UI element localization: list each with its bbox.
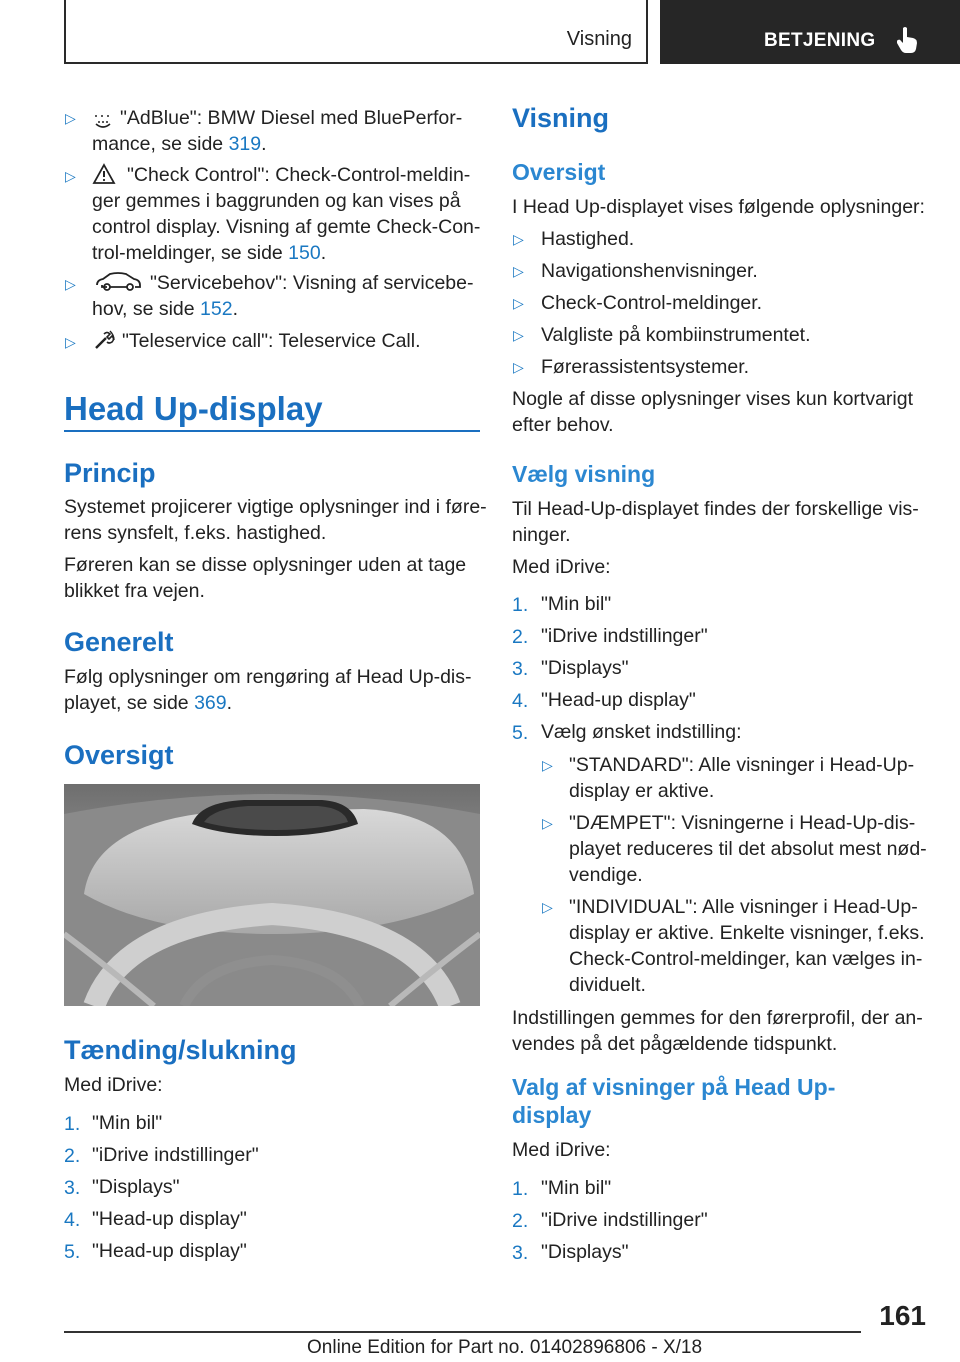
sub-item-text: Check-Control-meldinger, kan vælges in- <box>569 948 923 970</box>
bullet-marker: ▷ <box>65 110 76 126</box>
bullet-marker: ▷ <box>65 276 76 292</box>
paragraph-line: vendes på det pågældende tidspunkt. <box>512 1033 838 1055</box>
subheading-oversigt: Oversigt <box>512 159 606 185</box>
step-number: 5. <box>64 1241 81 1263</box>
section-heading-princip: Princip <box>64 458 156 488</box>
step-text: "Min bil" <box>541 1177 612 1199</box>
bullet-text: "AdBlue": BMW Diesel med BluePerfor- <box>120 107 463 129</box>
pointing-hand-icon <box>897 26 919 54</box>
paragraph-line: rens synsfelt, f.eks. hastighed. <box>64 522 327 544</box>
list-item: Valgliste på kombiinstrumentet. <box>541 324 811 346</box>
step-text: "iDrive indstillinger" <box>541 625 708 647</box>
paragraph-line: I Head Up-displayet vises følgende oplysninger: <box>512 196 925 218</box>
paragraph-line: ninger. <box>512 524 571 546</box>
section-heading-taending: Tænding/slukning <box>64 1035 297 1065</box>
step-number: 1. <box>512 1178 529 1200</box>
header-section-box <box>64 0 648 64</box>
warning-triangle-icon <box>92 163 116 185</box>
bullet-marker: ▷ <box>65 334 76 350</box>
section-heading-generelt: Generelt <box>64 627 174 657</box>
sub-item-text: "INDIVIDUAL": Alle visninger i Head-Up- <box>569 896 918 918</box>
paragraph-line: Indstillingen gemmes for den førerprofil, der an- <box>512 1007 923 1029</box>
step-text: "Displays" <box>92 1176 180 1198</box>
bullet-marker: ▷ <box>513 327 524 343</box>
step-number: 3. <box>512 658 529 680</box>
paragraph-line: Med iDrive: <box>512 556 611 578</box>
sub-item-text: dividuelt. <box>569 974 646 996</box>
step-text: "Min bil" <box>92 1112 163 1134</box>
paragraph-line: Systemet projicerer vigtige oplysninger ind i føre- <box>64 496 487 518</box>
page-title: Head Up-display <box>64 390 323 427</box>
paragraph-line: Til Head-Up-displayet findes der forskellige vis- <box>512 498 919 520</box>
sub-item-text: vendige. <box>569 864 643 886</box>
section-heading-visning: Visning <box>512 103 610 133</box>
step-text: "Displays" <box>541 1241 629 1263</box>
step-number: 4. <box>512 690 529 712</box>
page-link[interactable]: 319 <box>228 133 262 155</box>
paragraph-line: Med iDrive: <box>64 1074 163 1096</box>
paragraph-line: efter behov. <box>512 414 614 436</box>
footer-text: Online Edition for Part no. 01402896806 - X/18 <box>307 1337 703 1358</box>
step-number: 3. <box>512 1242 529 1264</box>
step-text: "Head-up display" <box>92 1240 247 1262</box>
page-link[interactable]: 150 <box>288 242 321 264</box>
section-heading-oversigt: Oversigt <box>64 740 174 770</box>
paragraph-line: blikket fra vejen. <box>64 580 205 602</box>
sub-item-text: "DÆMPET": Visningerne i Head-Up-dis- <box>569 812 916 834</box>
paragraph-line: Nogle af disse oplysninger vises kun kortvarigt <box>512 388 914 410</box>
bullet-text: trol-meldinger, se side 150. <box>92 242 327 264</box>
bullet-marker: ▷ <box>65 168 76 184</box>
step-text: "Displays" <box>541 657 629 679</box>
header-chapter-box <box>660 0 960 64</box>
step-number: 2. <box>64 1145 81 1167</box>
bullet-marker: ▷ <box>542 815 553 831</box>
step-number: 1. <box>512 594 529 616</box>
bullet-text: ger gemmes i baggrunden og kan vises på <box>92 190 461 212</box>
footer-rule <box>64 1331 861 1333</box>
list-item: Check-Control-meldinger. <box>541 292 763 314</box>
title-rule <box>64 430 480 432</box>
list-item: Hastighed. <box>541 228 635 250</box>
sub-item-text: playet reduceres til det absolut mest nød- <box>569 838 927 860</box>
sub-item-text: "STANDARD": Alle visninger i Head-Up- <box>569 754 915 776</box>
step-number: 2. <box>512 1210 529 1232</box>
step-text: "iDrive indstillinger" <box>92 1144 259 1166</box>
step-text: "Min bil" <box>541 593 612 615</box>
bullet-text: hov, se side 152. <box>92 298 238 320</box>
step-number: 4. <box>64 1209 81 1231</box>
header-chapter-title: BETJENING <box>764 30 876 51</box>
bullet-marker: ▷ <box>513 359 524 375</box>
list-item: Førerassistentsystemer. <box>541 356 750 378</box>
subheading-valg-af-visninger-cont: display <box>512 1102 592 1128</box>
subheading-vaelg-visning: Vælg visning <box>512 461 656 487</box>
step-number: 3. <box>64 1177 81 1199</box>
list-item: Navigationshenvisninger. <box>541 260 758 282</box>
subheading-valg-af-visninger: Valg af visninger på Head Up- <box>512 1074 836 1100</box>
sub-item-text: display er aktive. <box>569 780 715 802</box>
paragraph-line: Med iDrive: <box>512 1139 611 1161</box>
step-number: 5. <box>512 722 529 744</box>
page-link[interactable]: 152 <box>200 298 233 320</box>
bullet-text: control display. Visning af gemte Check-Con- <box>92 216 481 238</box>
page-link[interactable]: 369 <box>194 692 227 714</box>
sub-item-text: display er aktive. Enkelte visninger, f.eks. <box>569 922 925 944</box>
step-text: Vælg ønsket indstilling: <box>541 721 742 743</box>
step-number: 1. <box>64 1113 81 1135</box>
bullet-marker: ▷ <box>542 899 553 915</box>
bullet-marker: ▷ <box>513 295 524 311</box>
paragraph-line: Følg oplysninger om rengøring af Head Up-dis- <box>64 666 472 688</box>
adblue-icon <box>92 110 114 130</box>
head-up-display-photo <box>64 784 480 1006</box>
header-section-title: Visning <box>566 28 632 50</box>
bullet-marker: ▷ <box>542 757 553 773</box>
bullet-text: "Teleservice call": Teleservice Call. <box>122 330 421 352</box>
bullet-marker: ▷ <box>513 231 524 247</box>
bullet-marker: ▷ <box>513 263 524 279</box>
bullet-text: "Check Control": Check-Control-meldin- <box>127 164 471 186</box>
step-text: "Head-up display" <box>92 1208 247 1230</box>
car-service-icon <box>94 270 142 292</box>
bullet-text: mance, se side 319. <box>92 133 267 155</box>
paragraph-line: Føreren kan se disse oplysninger uden at tage <box>64 554 467 576</box>
step-text: "Head-up display" <box>541 689 696 711</box>
wrench-phone-icon <box>93 329 117 351</box>
step-text: "iDrive indstillinger" <box>541 1209 708 1231</box>
page-number: 161 <box>879 1300 926 1331</box>
bullet-text: "Servicebehov": Visning af servicebe- <box>150 272 474 294</box>
step-number: 2. <box>512 626 529 648</box>
paragraph-line: playet, se side 369. <box>64 692 233 714</box>
